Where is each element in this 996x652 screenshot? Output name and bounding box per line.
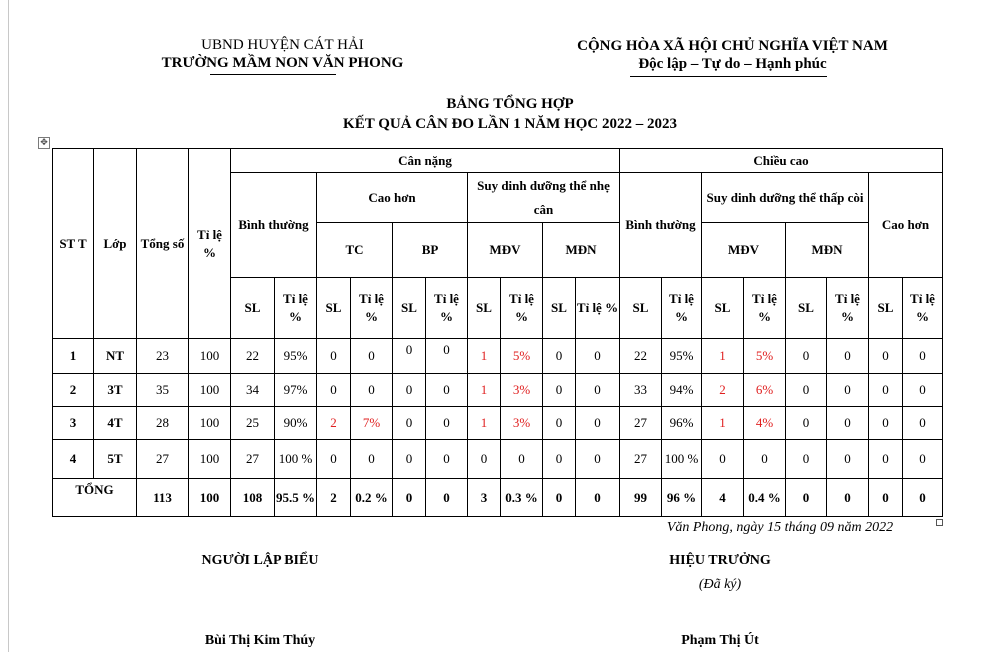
cell: 0 [351, 440, 393, 479]
cell: 0 [702, 440, 744, 479]
cell: 100 [189, 440, 231, 479]
header-nc-mdv: MĐV [468, 223, 543, 278]
cell: 100 % [662, 440, 702, 479]
cell: 108 [231, 479, 275, 517]
cell: 27 [620, 440, 662, 479]
cell: 0 [393, 479, 426, 517]
header-sl: SL [317, 278, 351, 339]
cell: 0 [786, 374, 827, 407]
cell: 22 [620, 339, 662, 374]
cell: 1 [702, 339, 744, 374]
cell: 0 [576, 339, 620, 374]
cell: 0 [468, 440, 501, 479]
cell-stt: 3 [53, 407, 94, 440]
header-sl: SL [702, 278, 744, 339]
cell: 0 [393, 407, 426, 440]
header-cc-binh-thuong: Bình thường [620, 173, 702, 278]
cell: 97% [275, 374, 317, 407]
cell: 28 [137, 407, 189, 440]
cell: 0 [426, 440, 468, 479]
cell: 34 [231, 374, 275, 407]
table-row [53, 407, 943, 440]
cell: 0 [351, 339, 393, 374]
header-suy-dd-thap-coi: Suy dinh dưỡng thể thấp còi [702, 173, 869, 223]
cell: 7% [351, 407, 393, 440]
cell: 0 [393, 374, 426, 407]
cell: 0 [869, 440, 903, 479]
cell: 0 [786, 479, 827, 517]
header-bp: BP [393, 223, 468, 278]
header-suy-dd-nhe-can: Suy dinh dưỡng thể nhẹ cân [468, 173, 620, 223]
cell: 0 [543, 374, 576, 407]
district-name: UBND HUYỆN CÁT HẢI [201, 37, 364, 53]
header-sl: SL [786, 278, 827, 339]
header-ti-le-pct: Tỉ lệ % [903, 278, 943, 339]
cell-stt: 2 [53, 374, 94, 407]
table-resize-handle[interactable] [936, 519, 943, 526]
cell: 1 [702, 407, 744, 440]
cell-lop: 5T [94, 440, 137, 479]
cell: 100 [189, 374, 231, 407]
cell: 3% [501, 407, 543, 440]
cell: 94% [662, 374, 702, 407]
header-stt: ST T [53, 149, 94, 339]
cell: 90% [275, 407, 317, 440]
cell: 27 [620, 407, 662, 440]
header-ti-le-pct: Tỉ lệ % [744, 278, 786, 339]
cell: 0 [317, 440, 351, 479]
cell: 0 [869, 479, 903, 517]
cell: 0 [317, 339, 351, 374]
header-ti-le-pct: Tỉ lệ % [351, 278, 393, 339]
cell: 100 % [275, 440, 317, 479]
cell: 0 [827, 407, 869, 440]
cell: 0 [903, 407, 943, 440]
cell: 0 [393, 440, 426, 479]
cell: 0 [426, 479, 468, 517]
header-ti-le-pct: Tỉ lệ % [662, 278, 702, 339]
cell: 3% [501, 374, 543, 407]
cell: 0 [827, 479, 869, 517]
cell: 0 [903, 374, 943, 407]
cell: 2 [317, 479, 351, 517]
report-title: BẢNG TỔNG HỢP [446, 96, 574, 112]
cell: 100 [189, 479, 231, 517]
cell: 23 [137, 339, 189, 374]
header-ti-le-pct: Tỉ lệ % [501, 278, 543, 339]
header-lop: Lớp [94, 149, 137, 339]
header-sl: SL [543, 278, 576, 339]
cell: 0 [576, 407, 620, 440]
cell-stt: 4 [53, 440, 94, 479]
cell: 0 [827, 440, 869, 479]
header-ti-le-pct: Tỉ lệ % [426, 278, 468, 339]
cell: 0.4 % [744, 479, 786, 517]
cell: 100 [189, 407, 231, 440]
cell: 95% [275, 339, 317, 374]
cell: 0 [786, 440, 827, 479]
cell: 27 [231, 440, 275, 479]
header-can-nang: Cân nặng [231, 149, 620, 173]
cell: 100 [189, 339, 231, 374]
cell: 0 [576, 374, 620, 407]
header-cn-cao-hon: Cao hơn [317, 173, 468, 223]
cell: 33 [620, 374, 662, 407]
cell: 0.3 % [501, 479, 543, 517]
header-tc-mdv: MĐV [702, 223, 786, 278]
header-chieu-cao: Chiều cao [620, 149, 943, 173]
cell: 0 [317, 374, 351, 407]
cell: 0 [576, 440, 620, 479]
cell: 0 [903, 339, 943, 374]
table-move-handle-icon[interactable]: ✥ [38, 137, 50, 149]
cell: 0 [543, 479, 576, 517]
cell: 0 [827, 374, 869, 407]
cell: 99 [620, 479, 662, 517]
motto-underline [630, 76, 827, 77]
cell: 0 [903, 479, 943, 517]
header-tc: TC [317, 223, 393, 278]
table-row [53, 339, 943, 374]
cell: 0 [576, 479, 620, 517]
cell: 27 [137, 440, 189, 479]
cell-lop: NT [94, 339, 137, 374]
header-sl: SL [869, 278, 903, 339]
cell: 0 [869, 374, 903, 407]
cell: 95.5 % [275, 479, 317, 517]
cell: 0 [351, 374, 393, 407]
cell: 6% [744, 374, 786, 407]
report-subtitle: KẾT QUẢ CÂN ĐO LẦN 1 NĂM HỌC 2022 – 2023 [343, 116, 677, 132]
cell: 0 [543, 339, 576, 374]
header-tong-so: Tổng số [137, 149, 189, 339]
cell: 95% [662, 339, 702, 374]
cell: 0 [426, 339, 468, 374]
header-nc-mdn: MĐN [543, 223, 620, 278]
page-margin-line [8, 0, 9, 652]
cell: 0 [543, 407, 576, 440]
cell: 0 [786, 339, 827, 374]
cell: 96 % [662, 479, 702, 517]
cell: 0 [393, 339, 426, 374]
cell: 0 [827, 339, 869, 374]
signed-note: (Đã ký) [698, 577, 742, 592]
header-sl: SL [468, 278, 501, 339]
header-sl: SL [393, 278, 426, 339]
cell: 96% [662, 407, 702, 440]
results-table [52, 148, 943, 517]
date-line: Văn Phong, ngày 15 tháng 09 năm 2022 [666, 520, 894, 535]
header-ti-le-pct: Tỉ lệ % [275, 278, 317, 339]
header-tc-mdn: MĐN [786, 223, 869, 278]
cell: 4% [744, 407, 786, 440]
header-ti-le: Tỉ lệ % [189, 149, 231, 339]
cell: 1 [468, 407, 501, 440]
cell: 0 [903, 440, 943, 479]
header-sl: SL [231, 278, 275, 339]
cell: 0 [426, 407, 468, 440]
cell: 2 [702, 374, 744, 407]
school-underline [210, 74, 336, 75]
cell: 25 [231, 407, 275, 440]
header-cn-binh-thuong: Bình thường [231, 173, 317, 278]
school-name: TRƯỜNG MẦM NON VĂN PHONG [161, 55, 404, 71]
header-ti-le-pct: Tỉ lệ % [827, 278, 869, 339]
cell-lop: 3T [94, 374, 137, 407]
cell-lop: 4T [94, 407, 137, 440]
country-name: CỘNG HÒA XÃ HỘI CHỦ NGHĨA VIỆT NAM [577, 38, 888, 54]
preparer-name: Bùi Thị Kim Thúy [204, 633, 316, 648]
table-row [53, 440, 943, 479]
cell: 22 [231, 339, 275, 374]
cell: 5% [744, 339, 786, 374]
header-cc-cao-hon: Cao hơn [869, 173, 943, 278]
cell: 0 [426, 374, 468, 407]
cell: 0 [786, 407, 827, 440]
cell: 0.2 % [351, 479, 393, 517]
principal-title: HIỆU TRƯỞNG [669, 553, 771, 568]
cell-stt: 1 [53, 339, 94, 374]
header-ti-le-pct: Tỉ lệ % [576, 278, 620, 339]
cell: 0 [869, 339, 903, 374]
table-row [53, 374, 943, 407]
cell: 3 [468, 479, 501, 517]
cell: 0 [543, 440, 576, 479]
total-label: TỔNG [53, 479, 137, 517]
preparer-title: NGƯỜI LẬP BIỂU [201, 553, 319, 568]
cell: 0 [869, 407, 903, 440]
cell: 113 [137, 479, 189, 517]
cell: 1 [468, 339, 501, 374]
cell: 5% [501, 339, 543, 374]
principal-name: Phạm Thị Út [681, 633, 759, 648]
cell: 35 [137, 374, 189, 407]
motto: Độc lập – Tự do – Hạnh phúc [638, 56, 827, 72]
cell: 0 [501, 440, 543, 479]
cell: 4 [702, 479, 744, 517]
header-sl: SL [620, 278, 662, 339]
total-row [53, 479, 943, 517]
cell: 1 [468, 374, 501, 407]
cell: 0 [744, 440, 786, 479]
cell: 2 [317, 407, 351, 440]
